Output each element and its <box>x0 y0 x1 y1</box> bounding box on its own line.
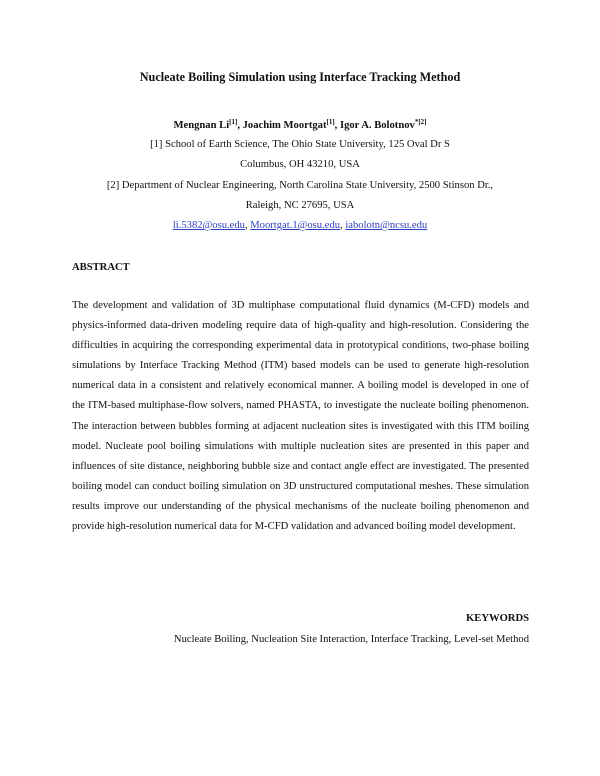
author-affiliation-mark: [1] <box>326 118 335 126</box>
email-link[interactable]: iabolotn@ncsu.edu <box>345 220 428 231</box>
keywords-text: Nucleate Boiling, Nucleation Site Interaction, Interface Tracking, Level-set Method <box>173 634 529 645</box>
author-name: Mengnan Li <box>173 120 230 131</box>
affiliation-line: [2] Department of Nuclear Engineering, North Carolina State University, 2500 Stinson Dr., <box>106 180 494 191</box>
email-link[interactable]: Moortgat.1@osu.edu <box>250 220 341 231</box>
abstract-heading: ABSTRACT <box>72 262 130 273</box>
author-affiliation-mark: *[2] <box>414 118 427 126</box>
author-name: Igor A. Bolotnov <box>339 120 415 131</box>
abstract-text: The development and validation of 3D multiphase computational fluid dynamics (M-CFD) models and physics-informed data-driven modeling require data of high-quality and high-resolution. Considering the difficulties in acquiring the corresponding experimental data in prototypical conditions, two-phase boiling simulations by Interface Tracking Method (ITM) based models can be used to generate high-resolution numerical data in a consistent and relatively economical manner. A boiling model is developed in one of the ITM-based multiphase-flow solvers, named PHASTA, to investigate the nucleate boiling phenomenon. The interaction between bubbles forming at adjacent nucleation sites is investigated with this ITM boiling model. Nucleate pool boiling simulations with multiple nucleation sites are presented in this paper and influences of site distance, neighboring bubble size and contact angle effect are investigated. The presented boiling model can conduct boiling simulation on 3D unstructured computational meshes. These simulation results improve our understanding of the physical mechanisms of the nucleate boiling phenomenon and provide high-resolution numerical data for M-CFD validation and advanced boiling model development. <box>72 300 529 533</box>
affiliation-line: Columbus, OH 43210, USA <box>240 159 360 170</box>
paper-title: Nucleate Boiling Simulation using Interface Tracking Method <box>139 70 461 84</box>
author-name: Joachim Moortgat <box>242 120 327 131</box>
affiliation-line: [1] School of Earth Science, The Ohio State University, 125 Oval Dr S <box>150 139 450 150</box>
affiliation-line: Raleigh, NC 27695, USA <box>245 200 355 211</box>
email-line: li.5382@osu.edu, Moortgat.1@osu.edu, iabolotn@ncsu.edu <box>172 220 428 231</box>
email-link[interactable]: li.5382@osu.edu <box>172 220 245 231</box>
keywords-heading: KEYWORDS <box>466 613 529 624</box>
author-affiliation-mark: [1] <box>229 118 238 126</box>
author-list: Mengnan Li[1], Joachim Moortgat[1], Igor A. Bolotnov$^{*[2]}$ <box>173 118 427 131</box>
